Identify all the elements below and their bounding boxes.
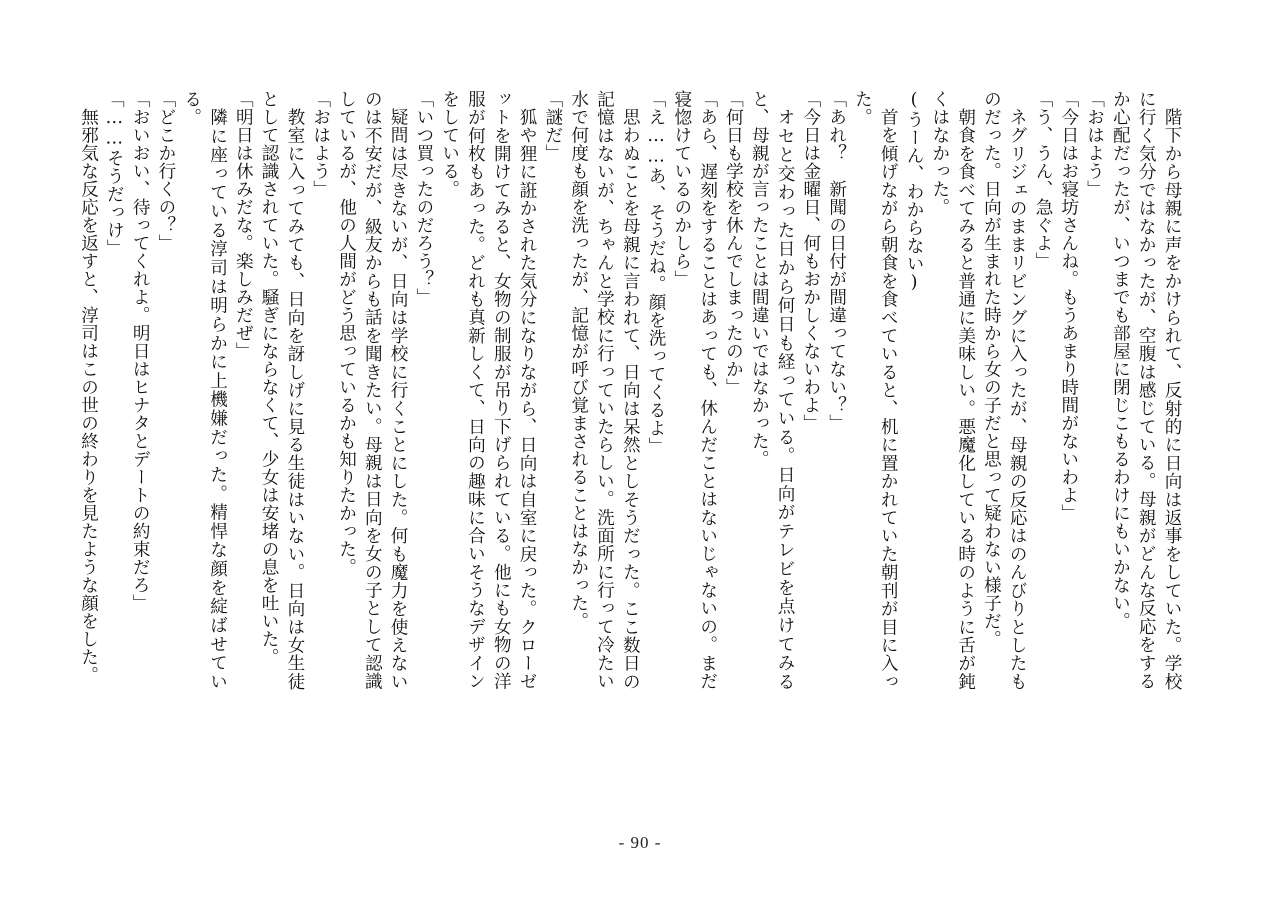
dialogue-line: 「何日も学校を休んでしまったのか」	[723, 90, 744, 396]
narration-paragraph: 思わぬことを母親に言われて、日向は呆然としそうだった。ここ数日の記憶はないが、ちゃんと学校に行っていたらしい。洗面所に行って冷たい水で何度も顔を洗ったが、記憶が呼び覚まされることはなかった。	[568, 90, 641, 690]
vertical-text-body	[78, 90, 1184, 690]
dialogue-line: 「おはよう」	[310, 90, 331, 198]
narration-paragraph: 首を傾げながら朝食を食べていると、机に置かれていた朝刊が目に入った。	[852, 90, 899, 690]
dialogue-line: 「どこか行くの？」	[155, 90, 176, 252]
narration-paragraph: 教室に入ってみても、日向を訝しげに見る生徒はいない。日向は女生徒として認識されていた。騒ぎにならなくて、少女は安堵の息を吐いた。	[259, 90, 305, 690]
dialogue-line: 「明日は休みだな。楽しみだぜ」	[233, 90, 254, 360]
narration-paragraph: 疑問は尽きないが、日向は学校に行くことにした。何も魔力を使えないのは不安だが、級友からも話を聞きたい。母親は日向を女の子として認識しているが、他の人間がどう思っているかも知りたかった。	[336, 90, 409, 690]
dialogue-line: 「……そうだっけ」	[104, 90, 125, 257]
narration-paragraph: 狐や狸に誑かされた気分になりながら、日向は自室に戻った。クローゼットを開けてみると、女物の制服が吊り下げられている。他にも女物の洋服が何枚もあった。どれも真新しくて、日向の趣味に合いそうなデザインをしている。	[439, 90, 538, 690]
dialogue-line: 「あら、遅刻をすることはあっても、休んだことはないじゃないの。まだ寝惚けているのかしら」	[671, 90, 718, 690]
dialogue-line: 「あれ？ 新聞の日付が間違ってない？」	[826, 90, 847, 432]
dialogue-line: (うーん、わからない)	[904, 90, 925, 293]
dialogue-line: 「いつ買ったのだろう？」	[413, 90, 434, 306]
narration-paragraph: 無邪気な反応を返すと、淳司はこの世の終わりを見たような顔をした。	[78, 107, 99, 684]
dialogue-line: 「今日は金曜日、何もおかしくないわよ」	[800, 90, 821, 432]
narration-paragraph: ネグリジェのままリビングに入ったが、母親の反応はのんびりとしたものだった。日向が生まれた時から女の子だと思って疑わない様子だ。	[981, 90, 1028, 690]
narration-paragraph: 階下から母親に声をかけられて、反射的に日向は返事をしていた。学校に行く気分ではなかったが、空腹は感じている。母親がどんな反応をするか心配だったが、いつまでも部屋に閉じこもるわけにもいかない。	[1110, 90, 1182, 690]
dialogue-line: 「謎だ」	[542, 90, 563, 162]
narration-paragraph: 朝食を食べてみると普通に美味しい。悪魔化している時のように舌が鈍くはなかった。	[929, 90, 976, 690]
dialogue-line: 「おはよう」	[1084, 90, 1105, 198]
page-number: - 90 -	[618, 833, 662, 852]
dialogue-line: 「おいおい、待ってくれよ。明日はヒナタとデートの約束だろ」	[130, 90, 151, 612]
dialogue-line: 「今日はお寝坊さんね。もうあまり時間がないわよ」	[1058, 90, 1079, 522]
dialogue-line: 「え……あ、そうだね。顔を洗ってくるよ」	[646, 90, 667, 455]
narration-paragraph: 隣に座っている淳司は明らかに上機嫌だった。精悍な顔を綻ばせている。	[181, 90, 228, 690]
narration-paragraph: オセと交わった日から何日も経っている。日向がテレビを点けてみると、母親が言ったことは間違いではなかった。	[749, 90, 796, 690]
dialogue-line: 「う、うん、急ぐよ」	[1033, 90, 1054, 270]
